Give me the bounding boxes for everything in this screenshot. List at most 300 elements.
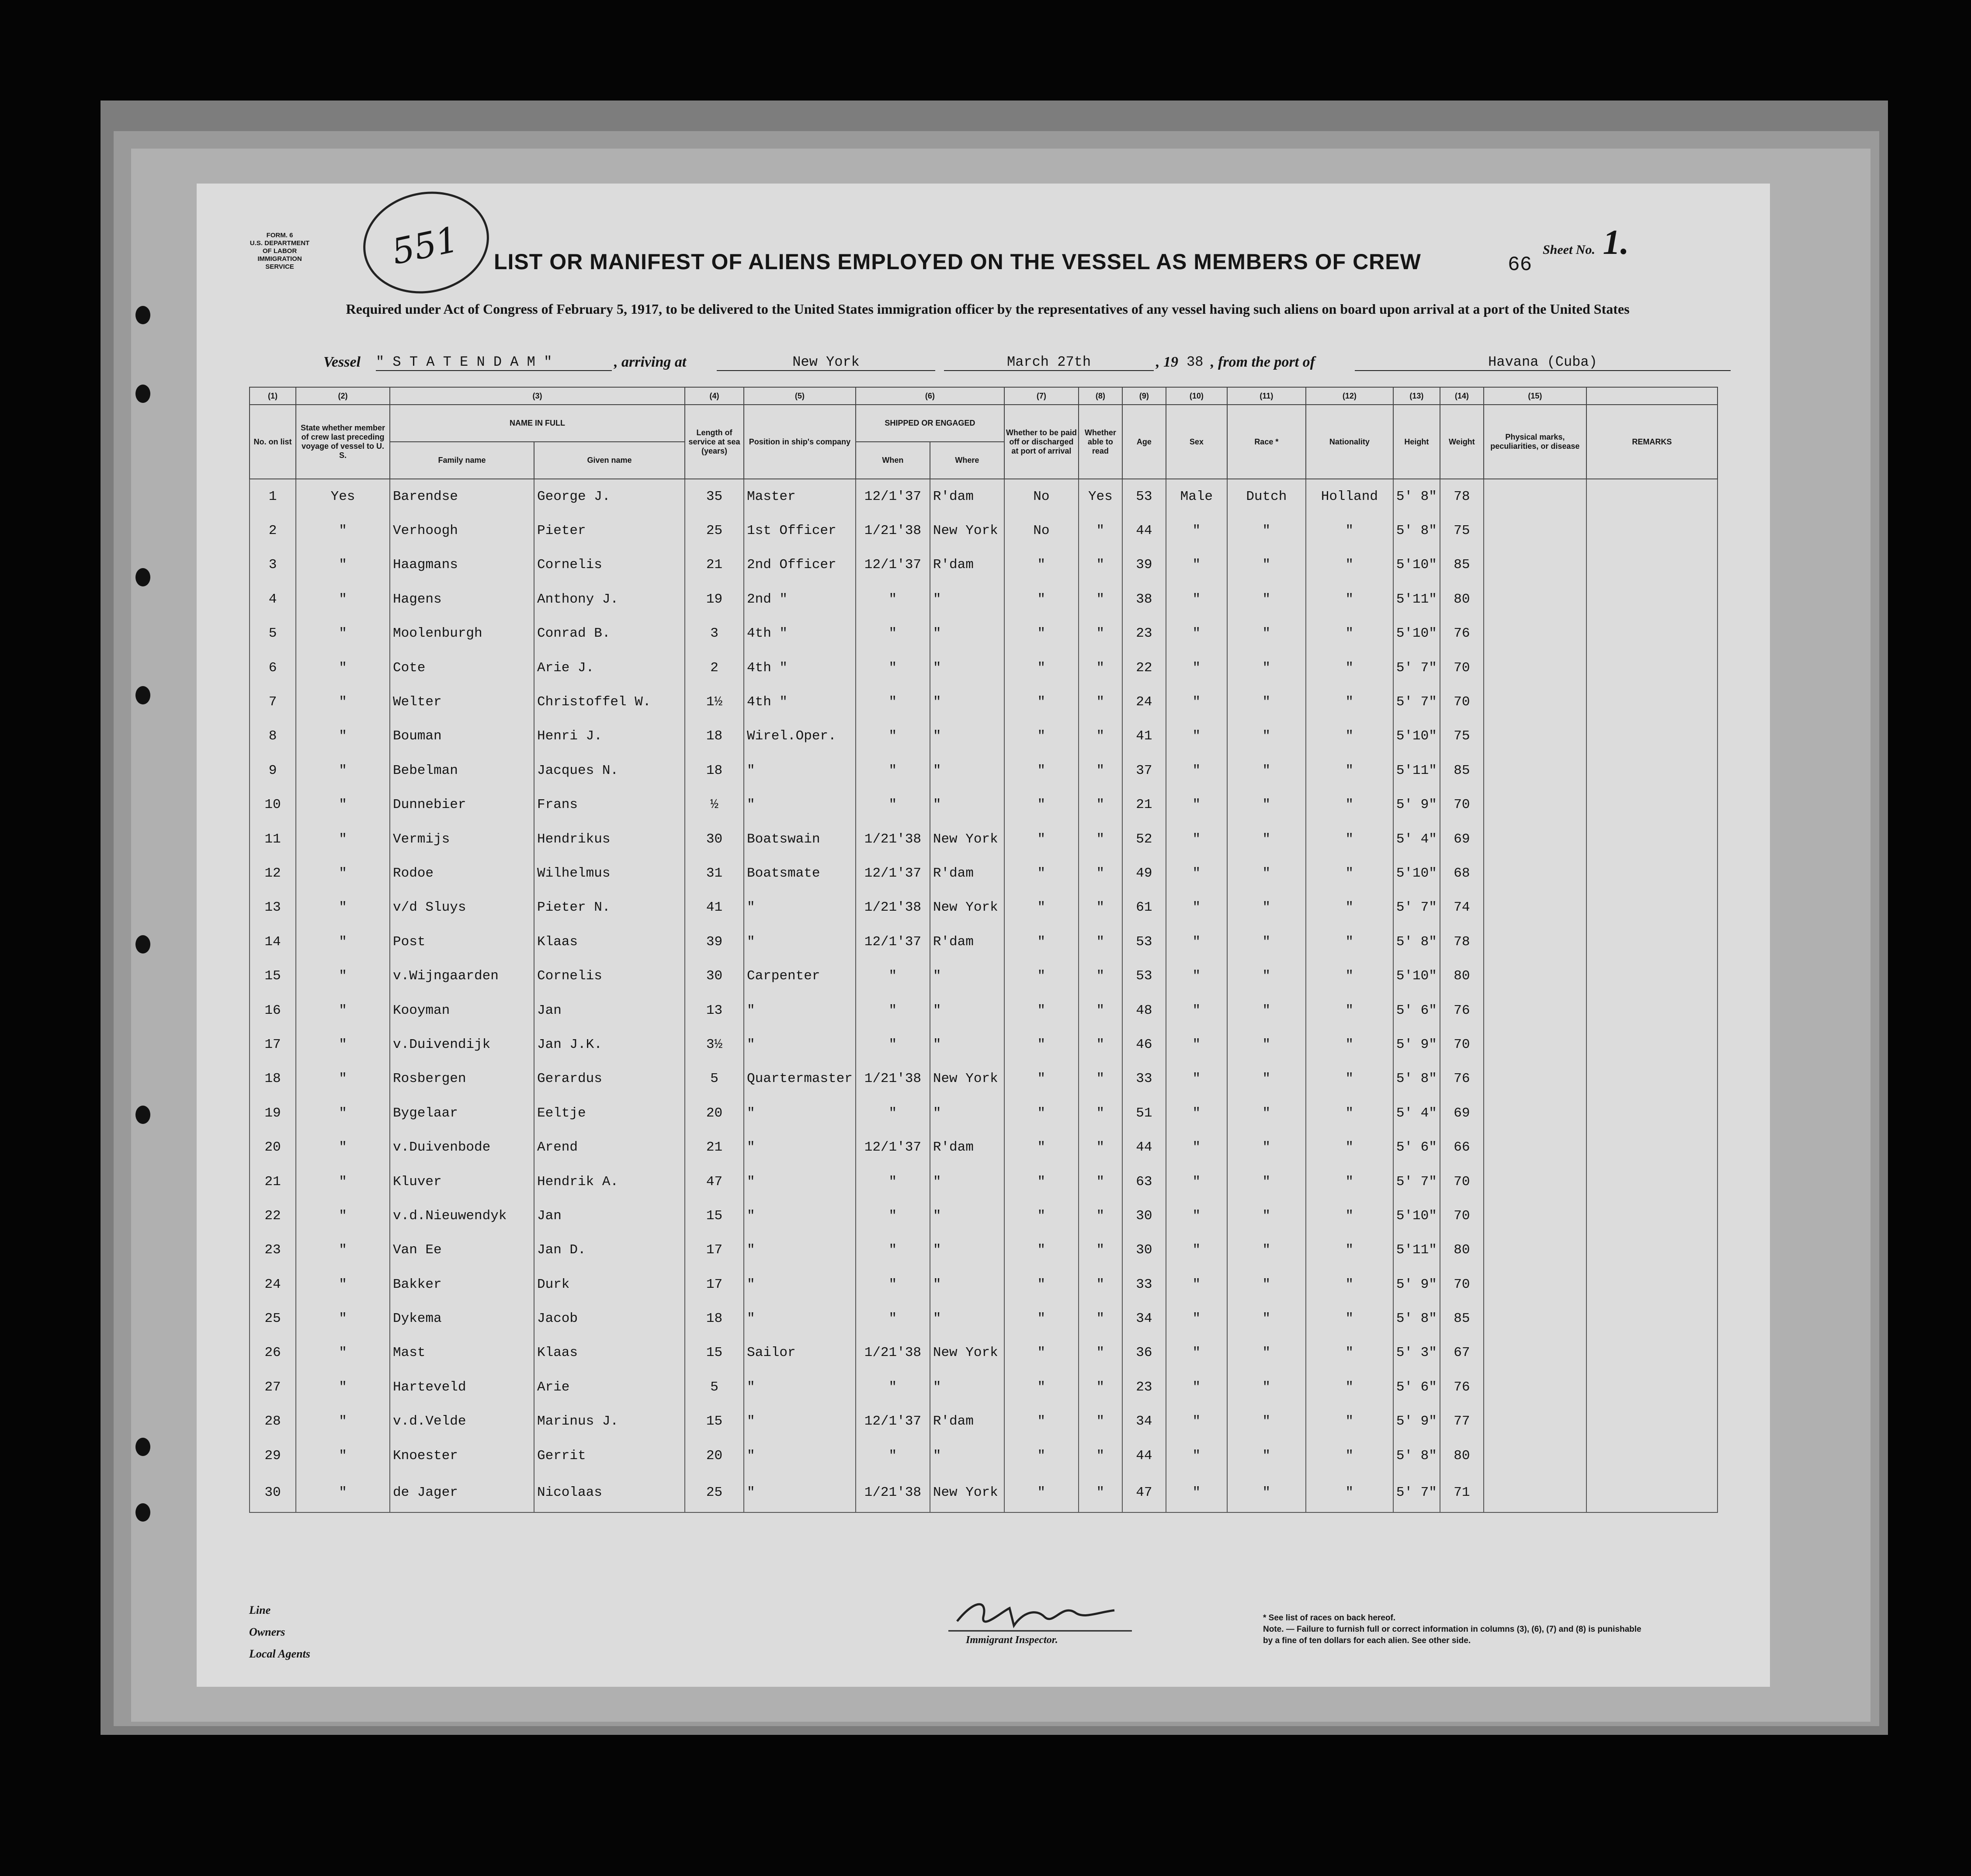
given-name-cell: Durk bbox=[534, 1267, 685, 1301]
paid-off-cell: " bbox=[1004, 1062, 1079, 1096]
nationality-cell: " bbox=[1306, 1301, 1393, 1335]
shipped-where-cell: " bbox=[930, 582, 1004, 616]
row-number: 24 bbox=[250, 1267, 296, 1301]
family-name-cell: Kooyman bbox=[390, 993, 534, 1027]
race-cell: " bbox=[1227, 1062, 1306, 1096]
row-number: 8 bbox=[250, 719, 296, 753]
row-number: 26 bbox=[250, 1336, 296, 1370]
shipped-when-cell: " bbox=[856, 1165, 930, 1199]
sex-cell: " bbox=[1166, 719, 1227, 753]
nationality-cell: " bbox=[1306, 1062, 1393, 1096]
physical-marks-cell bbox=[1484, 1404, 1586, 1439]
weight-cell: 76 bbox=[1440, 1062, 1484, 1096]
length-of-service-cell: 5 bbox=[685, 1370, 744, 1404]
shipped-where-cell: R'dam bbox=[930, 1130, 1004, 1164]
length-of-service-cell: ½ bbox=[685, 788, 744, 822]
family-name-cell: de Jager bbox=[390, 1473, 534, 1512]
weight-cell: 85 bbox=[1440, 753, 1484, 787]
col-number: (2) bbox=[296, 387, 390, 405]
col-number: (3) bbox=[390, 387, 685, 405]
length-of-service-cell: 47 bbox=[685, 1165, 744, 1199]
sex-cell: " bbox=[1166, 1062, 1227, 1096]
sex-cell: " bbox=[1166, 753, 1227, 787]
race-cell: " bbox=[1227, 856, 1306, 890]
position-cell: 4th " bbox=[744, 617, 856, 651]
shipped-where-cell: New York bbox=[930, 513, 1004, 548]
race-cell: " bbox=[1227, 719, 1306, 753]
previous-voyage-cell: " bbox=[296, 1439, 390, 1473]
race-cell: " bbox=[1227, 1027, 1306, 1061]
header-sex: Sex bbox=[1166, 405, 1227, 479]
shipped-where-cell: " bbox=[930, 1301, 1004, 1335]
age-cell: 39 bbox=[1122, 548, 1166, 582]
previous-voyage-cell: " bbox=[296, 993, 390, 1027]
shipped-when-cell: 12/1'37 bbox=[856, 1130, 930, 1164]
nationality-cell: " bbox=[1306, 1439, 1393, 1473]
position-cell: Quartermaster bbox=[744, 1062, 856, 1096]
table-row bbox=[250, 1473, 1718, 1512]
age-cell: 22 bbox=[1122, 651, 1166, 685]
age-cell: 33 bbox=[1122, 1267, 1166, 1301]
length-of-service-cell: 13 bbox=[685, 993, 744, 1027]
remarks-cell bbox=[1586, 651, 1718, 685]
vessel-label: Vessel bbox=[323, 354, 361, 370]
shipped-when-cell: 1/21'38 bbox=[856, 1336, 930, 1370]
age-cell: 51 bbox=[1122, 1096, 1166, 1130]
sex-cell: " bbox=[1166, 1473, 1227, 1512]
sex-cell: " bbox=[1166, 788, 1227, 822]
position-cell: Master bbox=[744, 479, 856, 513]
table-row bbox=[250, 685, 1718, 719]
shipped-when-cell: " bbox=[856, 1370, 930, 1404]
shipped-when-cell: " bbox=[856, 617, 930, 651]
sex-cell: " bbox=[1166, 822, 1227, 856]
col-number: (6) bbox=[856, 387, 1004, 405]
sheet-value: 1. bbox=[1603, 223, 1629, 262]
family-name-cell: Bouman bbox=[390, 719, 534, 753]
race-cell: " bbox=[1227, 1439, 1306, 1473]
length-of-service-cell: 3½ bbox=[685, 1027, 744, 1061]
vessel-info-line bbox=[323, 354, 1735, 376]
race-cell: " bbox=[1227, 788, 1306, 822]
family-name-cell: Barendse bbox=[390, 479, 534, 513]
able-to-read-cell: " bbox=[1079, 753, 1122, 787]
able-to-read-cell: " bbox=[1079, 1370, 1122, 1404]
weight-cell: 75 bbox=[1440, 719, 1484, 753]
nationality-cell: " bbox=[1306, 1027, 1393, 1061]
nationality-cell: " bbox=[1306, 1404, 1393, 1439]
position-cell: " bbox=[744, 1199, 856, 1233]
document-title: LIST OR MANIFEST OF ALIENS EMPLOYED ON THE VESSEL AS MEMBERS OF CREW bbox=[494, 250, 1421, 274]
position-cell: " bbox=[744, 1267, 856, 1301]
height-cell: 5'11" bbox=[1393, 1233, 1440, 1267]
header-shipped-or-engaged: SHIPPED OR ENGAGED bbox=[856, 405, 1004, 442]
weight-cell: 77 bbox=[1440, 1404, 1484, 1439]
sex-cell: " bbox=[1166, 1439, 1227, 1473]
year-prefix: , 19 bbox=[1156, 354, 1178, 370]
able-to-read-cell: " bbox=[1079, 993, 1122, 1027]
row-number: 16 bbox=[250, 993, 296, 1027]
given-name-cell: Pieter bbox=[534, 513, 685, 548]
row-number: 13 bbox=[250, 891, 296, 925]
race-cell: " bbox=[1227, 1336, 1306, 1370]
row-number: 29 bbox=[250, 1439, 296, 1473]
family-name-cell: Hagens bbox=[390, 582, 534, 616]
table-row bbox=[250, 1199, 1718, 1233]
length-of-service-cell: 20 bbox=[685, 1096, 744, 1130]
physical-marks-cell bbox=[1484, 479, 1586, 513]
physical-marks-cell bbox=[1484, 959, 1586, 993]
age-cell: 36 bbox=[1122, 1336, 1166, 1370]
col-number: (4) bbox=[685, 387, 744, 405]
race-cell: " bbox=[1227, 822, 1306, 856]
age-cell: 48 bbox=[1122, 993, 1166, 1027]
length-of-service-cell: 35 bbox=[685, 479, 744, 513]
sex-cell: " bbox=[1166, 959, 1227, 993]
sex-cell: " bbox=[1166, 582, 1227, 616]
physical-marks-cell bbox=[1484, 1165, 1586, 1199]
shipped-when-cell: " bbox=[856, 788, 930, 822]
able-to-read-cell: " bbox=[1079, 1439, 1122, 1473]
race-cell: " bbox=[1227, 1130, 1306, 1164]
paid-off-cell: " bbox=[1004, 1439, 1079, 1473]
length-of-service-cell: 1½ bbox=[685, 685, 744, 719]
row-number: 18 bbox=[250, 1062, 296, 1096]
stamp-number: 551 bbox=[388, 218, 462, 273]
age-cell: 53 bbox=[1122, 925, 1166, 959]
previous-voyage-cell: " bbox=[296, 1301, 390, 1335]
row-number: 9 bbox=[250, 753, 296, 787]
paid-off-cell: No bbox=[1004, 479, 1079, 513]
family-name-cell: Welter bbox=[390, 685, 534, 719]
previous-voyage-cell: " bbox=[296, 651, 390, 685]
race-cell: Dutch bbox=[1227, 479, 1306, 513]
given-name-cell: Klaas bbox=[534, 1336, 685, 1370]
family-name-cell: Haagmans bbox=[390, 548, 534, 582]
table-row bbox=[250, 1130, 1718, 1164]
height-cell: 5' 8" bbox=[1393, 1062, 1440, 1096]
race-cell: " bbox=[1227, 685, 1306, 719]
height-cell: 5' 9" bbox=[1393, 1027, 1440, 1061]
physical-marks-cell bbox=[1484, 1370, 1586, 1404]
physical-marks-cell bbox=[1484, 719, 1586, 753]
remarks-cell bbox=[1586, 891, 1718, 925]
able-to-read-cell: " bbox=[1079, 685, 1122, 719]
given-name-cell: Jan J.K. bbox=[534, 1027, 685, 1061]
given-name-cell: Eeltje bbox=[534, 1096, 685, 1130]
height-cell: 5' 8" bbox=[1393, 1301, 1440, 1335]
shipped-when-cell: 1/21'38 bbox=[856, 891, 930, 925]
header-weight: Weight bbox=[1440, 405, 1484, 479]
position-cell: " bbox=[744, 1370, 856, 1404]
age-cell: 47 bbox=[1122, 1473, 1166, 1512]
header-length-of-service: Length of service at sea (years) bbox=[685, 405, 744, 479]
shipped-where-cell: " bbox=[930, 617, 1004, 651]
length-of-service-cell: 30 bbox=[685, 822, 744, 856]
col-number: (10) bbox=[1166, 387, 1227, 405]
position-cell: 4th " bbox=[744, 651, 856, 685]
row-number: 27 bbox=[250, 1370, 296, 1404]
binder-hole bbox=[135, 1503, 150, 1522]
paid-off-cell: " bbox=[1004, 685, 1079, 719]
previous-voyage-cell: " bbox=[296, 822, 390, 856]
nationality-cell: " bbox=[1306, 925, 1393, 959]
height-cell: 5' 6" bbox=[1393, 1370, 1440, 1404]
height-cell: 5' 4" bbox=[1393, 822, 1440, 856]
height-cell: 5'10" bbox=[1393, 856, 1440, 890]
remarks-cell bbox=[1586, 1267, 1718, 1301]
age-cell: 41 bbox=[1122, 719, 1166, 753]
weight-cell: 70 bbox=[1440, 685, 1484, 719]
shipped-where-cell: " bbox=[930, 651, 1004, 685]
weight-cell: 76 bbox=[1440, 617, 1484, 651]
height-cell: 5'10" bbox=[1393, 1199, 1440, 1233]
binder-hole bbox=[135, 686, 150, 704]
physical-marks-cell bbox=[1484, 993, 1586, 1027]
shipped-where-cell: R'dam bbox=[930, 925, 1004, 959]
able-to-read-cell: " bbox=[1079, 1404, 1122, 1439]
remarks-cell bbox=[1586, 513, 1718, 548]
shipped-where-cell: " bbox=[930, 1233, 1004, 1267]
header-when: When bbox=[856, 442, 930, 479]
table-row bbox=[250, 891, 1718, 925]
row-number: 5 bbox=[250, 617, 296, 651]
given-name-cell: Jan D. bbox=[534, 1233, 685, 1267]
nationality-cell: " bbox=[1306, 651, 1393, 685]
paid-off-cell: " bbox=[1004, 1233, 1079, 1267]
position-cell: " bbox=[744, 1027, 856, 1061]
departure-port: Havana (Cuba) bbox=[1355, 354, 1731, 371]
given-name-cell: Wilhelmus bbox=[534, 856, 685, 890]
remarks-cell bbox=[1586, 685, 1718, 719]
nationality-cell: " bbox=[1306, 548, 1393, 582]
age-cell: 52 bbox=[1122, 822, 1166, 856]
previous-voyage-cell: " bbox=[296, 959, 390, 993]
shipped-where-cell: " bbox=[930, 1165, 1004, 1199]
nationality-cell: " bbox=[1306, 513, 1393, 548]
header-paid-off: Whether to be paid off or discharged at port of arrival bbox=[1004, 405, 1079, 479]
sex-cell: " bbox=[1166, 1301, 1227, 1335]
physical-marks-cell bbox=[1484, 1267, 1586, 1301]
able-to-read-cell: " bbox=[1079, 959, 1122, 993]
height-cell: 5' 8" bbox=[1393, 479, 1440, 513]
shipped-when-cell: " bbox=[856, 582, 930, 616]
shipped-where-cell: " bbox=[930, 719, 1004, 753]
shipped-when-cell: 12/1'37 bbox=[856, 925, 930, 959]
table-row bbox=[250, 548, 1718, 582]
paid-off-cell: " bbox=[1004, 1096, 1079, 1130]
table-row bbox=[250, 856, 1718, 890]
table-row bbox=[250, 822, 1718, 856]
able-to-read-cell: " bbox=[1079, 1062, 1122, 1096]
able-to-read-cell: " bbox=[1079, 1301, 1122, 1335]
length-of-service-cell: 5 bbox=[685, 1062, 744, 1096]
nationality-cell: " bbox=[1306, 959, 1393, 993]
age-cell: 46 bbox=[1122, 1027, 1166, 1061]
age-cell: 24 bbox=[1122, 685, 1166, 719]
col-number: (1) bbox=[250, 387, 296, 405]
previous-voyage-cell: " bbox=[296, 753, 390, 787]
paid-off-cell: " bbox=[1004, 548, 1079, 582]
height-cell: 5'11" bbox=[1393, 753, 1440, 787]
position-cell: " bbox=[744, 1233, 856, 1267]
family-name-cell: Van Ee bbox=[390, 1233, 534, 1267]
races-note: * See list of races on back hereof. bbox=[1263, 1613, 1396, 1623]
row-number: 7 bbox=[250, 685, 296, 719]
remarks-cell bbox=[1586, 959, 1718, 993]
sex-cell: " bbox=[1166, 891, 1227, 925]
race-cell: " bbox=[1227, 1370, 1306, 1404]
remarks-cell bbox=[1586, 479, 1718, 513]
remarks-cell bbox=[1586, 1473, 1718, 1512]
weight-cell: 80 bbox=[1440, 959, 1484, 993]
row-number: 6 bbox=[250, 651, 296, 685]
able-to-read-cell: Yes bbox=[1079, 479, 1122, 513]
length-of-service-cell: 41 bbox=[685, 891, 744, 925]
table-row bbox=[250, 925, 1718, 959]
race-cell: " bbox=[1227, 753, 1306, 787]
nationality-cell: " bbox=[1306, 1370, 1393, 1404]
owners-label: Owners bbox=[249, 1626, 285, 1638]
shipped-when-cell: " bbox=[856, 651, 930, 685]
arrival-date: March 27th bbox=[944, 354, 1154, 371]
given-name-cell: Jacques N. bbox=[534, 753, 685, 787]
nationality-cell: " bbox=[1306, 582, 1393, 616]
race-cell: " bbox=[1227, 513, 1306, 548]
paid-off-cell: " bbox=[1004, 856, 1079, 890]
race-cell: " bbox=[1227, 1404, 1306, 1439]
row-number: 20 bbox=[250, 1130, 296, 1164]
race-cell: " bbox=[1227, 1233, 1306, 1267]
row-number: 4 bbox=[250, 582, 296, 616]
age-cell: 21 bbox=[1122, 788, 1166, 822]
nationality-cell: " bbox=[1306, 1267, 1393, 1301]
sex-cell: " bbox=[1166, 513, 1227, 548]
physical-marks-cell bbox=[1484, 651, 1586, 685]
paid-off-cell: " bbox=[1004, 1473, 1079, 1512]
physical-marks-cell bbox=[1484, 1473, 1586, 1512]
physical-marks-cell bbox=[1484, 891, 1586, 925]
height-cell: 5' 8" bbox=[1393, 1439, 1440, 1473]
able-to-read-cell: " bbox=[1079, 891, 1122, 925]
crew-manifest-table bbox=[249, 387, 1718, 1513]
shipped-when-cell: " bbox=[856, 1199, 930, 1233]
position-cell: " bbox=[744, 891, 856, 925]
line-label: Line bbox=[249, 1604, 271, 1616]
race-cell: " bbox=[1227, 891, 1306, 925]
shipped-when-cell: " bbox=[856, 1439, 930, 1473]
given-name-cell: Jacob bbox=[534, 1301, 685, 1335]
length-of-service-cell: 17 bbox=[685, 1267, 744, 1301]
family-name-cell: Cote bbox=[390, 651, 534, 685]
physical-marks-cell bbox=[1484, 548, 1586, 582]
height-cell: 5' 9" bbox=[1393, 1404, 1440, 1439]
paid-off-cell: " bbox=[1004, 1370, 1079, 1404]
race-cell: " bbox=[1227, 1199, 1306, 1233]
able-to-read-cell: " bbox=[1079, 1199, 1122, 1233]
inspector-label: Immigrant Inspector. bbox=[966, 1634, 1058, 1646]
able-to-read-cell: " bbox=[1079, 822, 1122, 856]
previous-voyage-cell: " bbox=[296, 1473, 390, 1512]
shipped-where-cell: " bbox=[930, 1439, 1004, 1473]
binder-hole bbox=[135, 385, 150, 403]
previous-voyage-cell: " bbox=[296, 856, 390, 890]
shipped-where-cell: New York bbox=[930, 822, 1004, 856]
sex-cell: " bbox=[1166, 1404, 1227, 1439]
family-name-cell: Rodoe bbox=[390, 856, 534, 890]
previous-voyage-cell: Yes bbox=[296, 479, 390, 513]
shipped-where-cell: " bbox=[930, 1027, 1004, 1061]
length-of-service-cell: 18 bbox=[685, 719, 744, 753]
weight-cell: 85 bbox=[1440, 1301, 1484, 1335]
previous-voyage-cell: " bbox=[296, 1199, 390, 1233]
given-name-cell: Conrad B. bbox=[534, 617, 685, 651]
paid-off-cell: " bbox=[1004, 959, 1079, 993]
age-cell: 63 bbox=[1122, 1165, 1166, 1199]
previous-voyage-cell: " bbox=[296, 1267, 390, 1301]
header-where: Where bbox=[930, 442, 1004, 479]
height-cell: 5' 7" bbox=[1393, 685, 1440, 719]
remarks-cell bbox=[1586, 1027, 1718, 1061]
sex-cell: " bbox=[1166, 1165, 1227, 1199]
paid-off-cell: " bbox=[1004, 1027, 1079, 1061]
height-cell: 5' 4" bbox=[1393, 1096, 1440, 1130]
weight-cell: 67 bbox=[1440, 1336, 1484, 1370]
height-cell: 5' 8" bbox=[1393, 925, 1440, 959]
physical-marks-cell bbox=[1484, 822, 1586, 856]
sex-cell: " bbox=[1166, 993, 1227, 1027]
family-name-cell: Post bbox=[390, 925, 534, 959]
length-of-service-cell: 15 bbox=[685, 1199, 744, 1233]
position-cell: " bbox=[744, 1130, 856, 1164]
shipped-where-cell: " bbox=[930, 1370, 1004, 1404]
row-number: 19 bbox=[250, 1096, 296, 1130]
row-number: 28 bbox=[250, 1404, 296, 1439]
shipped-when-cell: 1/21'38 bbox=[856, 822, 930, 856]
nationality-cell: " bbox=[1306, 822, 1393, 856]
row-number: 12 bbox=[250, 856, 296, 890]
row-number: 10 bbox=[250, 788, 296, 822]
given-name-cell: Cornelis bbox=[534, 959, 685, 993]
paid-off-cell: No bbox=[1004, 513, 1079, 548]
paid-off-cell: " bbox=[1004, 1404, 1079, 1439]
paid-off-cell: " bbox=[1004, 617, 1079, 651]
race-cell: " bbox=[1227, 1096, 1306, 1130]
weight-cell: 69 bbox=[1440, 1096, 1484, 1130]
physical-marks-cell bbox=[1484, 925, 1586, 959]
shipped-when-cell: " bbox=[856, 1267, 930, 1301]
race-cell: " bbox=[1227, 1473, 1306, 1512]
local-agents-label: Local Agents bbox=[249, 1647, 310, 1660]
weight-cell: 70 bbox=[1440, 1027, 1484, 1061]
remarks-cell bbox=[1586, 856, 1718, 890]
family-name-cell: v/d Sluys bbox=[390, 891, 534, 925]
table-row bbox=[250, 513, 1718, 548]
given-name-cell: Pieter N. bbox=[534, 891, 685, 925]
position-cell: " bbox=[744, 1301, 856, 1335]
remarks-cell bbox=[1586, 993, 1718, 1027]
given-name-cell: Nicolaas bbox=[534, 1473, 685, 1512]
physical-marks-cell bbox=[1484, 1336, 1586, 1370]
physical-marks-cell bbox=[1484, 1096, 1586, 1130]
length-of-service-cell: 25 bbox=[685, 513, 744, 548]
table-row bbox=[250, 651, 1718, 685]
family-name-cell: Dunnebier bbox=[390, 788, 534, 822]
previous-voyage-cell: " bbox=[296, 513, 390, 548]
table-row bbox=[250, 1233, 1718, 1267]
able-to-read-cell: " bbox=[1079, 1096, 1122, 1130]
given-name-cell: Cornelis bbox=[534, 548, 685, 582]
